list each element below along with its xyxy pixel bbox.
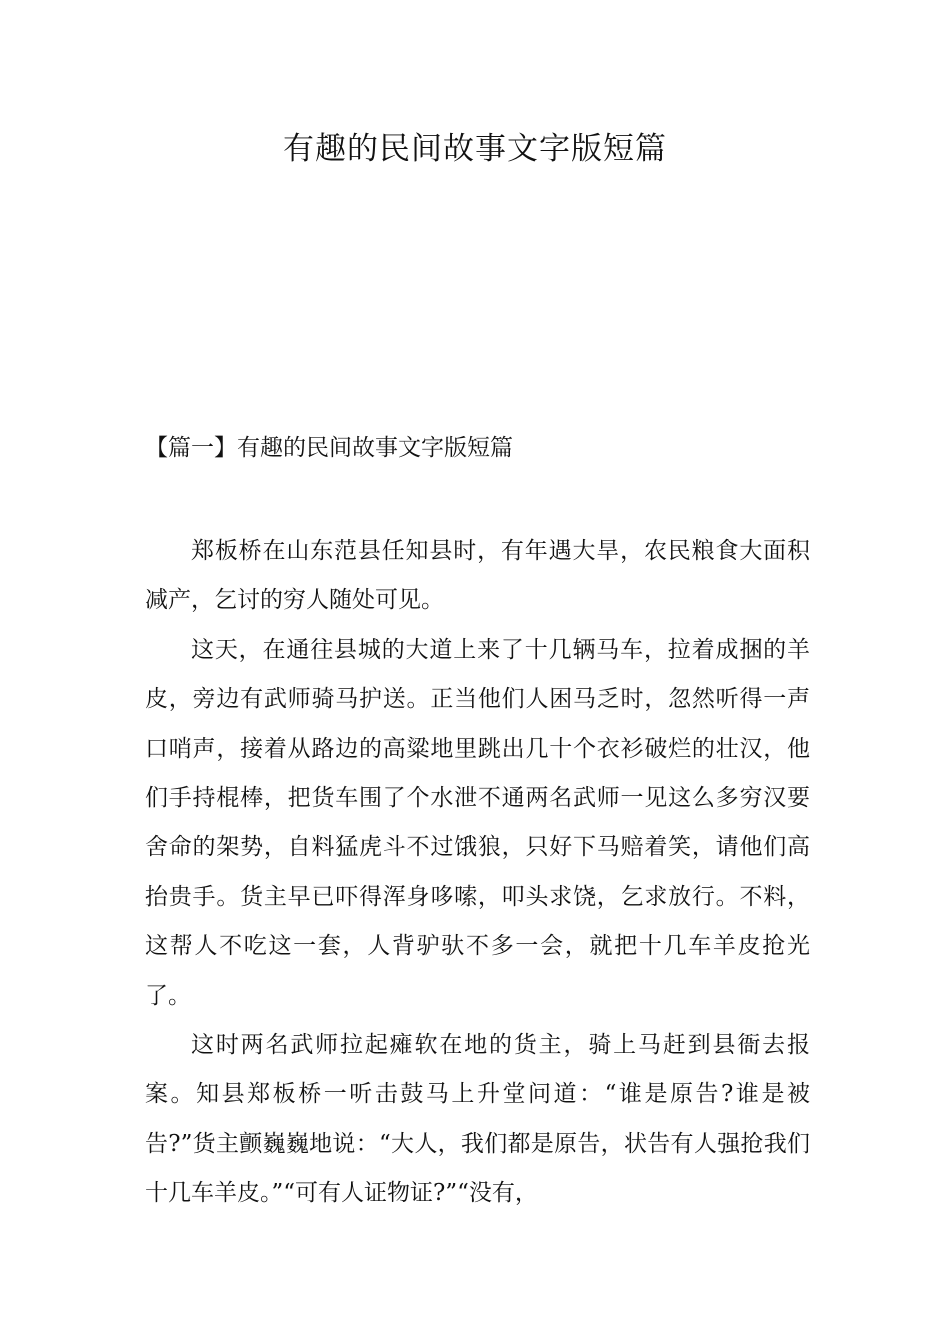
section-heading: 【篇一】有趣的民间故事文字版短篇 [145,435,513,461]
document-title: 有趣的民间故事文字版短篇 [283,131,667,167]
paragraph: 这天，在通往县城的大道上来了十几辆马车，拉着成捆的羊皮，旁边有武师骑马护送。正当他们人困马乏时，忽然听得一声口哨声，接着从路边的高粱地里跳出几十个衣衫破烂的壮汉，他们手持棍棒，把货车围了个水泄不通两名武师一见这么多穷汉要舍命的架势，自料猛虎斗不过饿狼，只好下马赔着笑，请他们高抬贵手。货主早已吓得浑身哆嗦，叩头求饶，乞求放行。不料，这帮人不吃这一套，人背驴驮不多一会，就把十几车羊皮抢光了。 [145,636,810,1009]
paragraph: 郑板桥在山东范县任知县时，有年遇大旱，农民粮食大面积减产，乞讨的穷人随处可见。 [145,538,810,614]
paragraph: 这时两名武师拉起瘫软在地的货主，骑上马赶到县衙去报案。知县郑板桥一听击鼓马上升堂问道：“谁是原告?谁是被告?”货主颤巍巍地说：“大人，我们都是原告，状告有人强抢我们十几车羊皮。”“可有人证物证?”“没有， [145,1032,810,1207]
story-body [145,527,810,1219]
